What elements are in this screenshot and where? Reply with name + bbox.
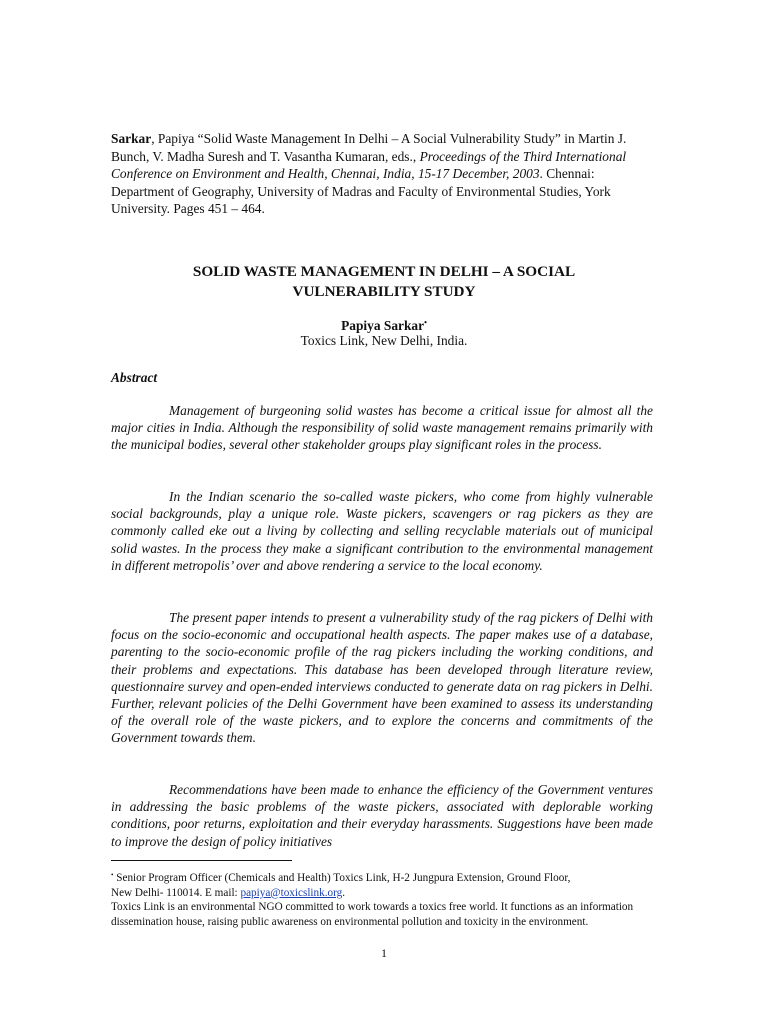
footnote-line-2: New Delhi- 110014. E mail: papiya@toxicslink.org. xyxy=(111,886,346,899)
author-name: Papiya Sarkar• xyxy=(341,318,427,333)
title-line-2: VULNERABILITY STUDY xyxy=(292,283,476,300)
footnote-line-3: Toxics Link is an environmental NGO committed to work towards a toxics free world. It functions as an information dissemination house, raising public awareness on environmental pollution and toxicity in the environment. xyxy=(111,901,634,928)
footnote-divider xyxy=(111,860,292,861)
citation-proceedings: Proceedings of the Third International Conference on Environment and Health, Chennai, India, 15-17 December, 2003 xyxy=(111,148,627,181)
citation xyxy=(111,130,657,218)
footnote-marker: • xyxy=(424,318,427,327)
abstract-heading: Abstract xyxy=(111,370,158,385)
footnote-line-1: • Senior Program Officer (Chemicals and Health) Toxics Link, H-2 Jungpura Extension, Ground Floor, xyxy=(111,871,571,884)
author-affiliation: Toxics Link, New Delhi, India. xyxy=(300,333,468,348)
abstract-paragraph-2: In the Indian scenario the so-called waste pickers, who come from highly vulnerable social backgrounds, play a unique role. Waste pickers, scavengers or rag pickers as they are commonly called eke out a living by collecting and selling recyclable materials out of municipal solid wastes. In the process they make a significant contribution to the environmental management in different metropolis’ over and above rendering a service to the local economy. xyxy=(111,489,653,573)
paper-title xyxy=(111,262,657,302)
footnote xyxy=(111,868,657,929)
abstract-paragraph-1: Management of burgeoning solid wastes has become a critical issue for almost all the major cities in India. Although the responsibility of solid waste management remains primarily with the municipal bodies, several other stakeholder groups play significant roles in the process. xyxy=(111,403,653,453)
abstract-paragraph-3: The present paper intends to present a vulnerability study of the rag pickers of Delhi with focus on the socio-economic and occupational health aspects. The paper makes use of a database, parenting to the socio-economic profile of the rag pickers including the working conditions, and their problems and expectations. This database has been developed through literature review, questionnaire survey and open-ended interviews conducted to generate data on rag pickers in Delhi. Further, relevant policies of the Delhi Government have been examined to assess its understanding of the overall role of the waste pickers, and to explore the concerns and commitments of the Government towards them. xyxy=(111,610,653,746)
page-number: 1 xyxy=(381,946,387,960)
citation-text-1: , Papiya “Solid Waste Management In Delhi – A Social Vulnerability Study” in Martin J. Bunch, V. Madha Suresh and T. Vasantha Kumaran, eds., xyxy=(111,131,627,164)
citation-text-2: . Chennai: Department of Geography, University of Madras and Faculty of Environmental Studies, York University. Pages 451 – 464. xyxy=(111,166,611,216)
abstract-paragraph-4: Recommendations have been made to enhance the efficiency of the Government ventures in addressing the basic problems of the waste pickers, associated with deplorable working conditions, poor returns, exploitation and their everyday harassments. Suggestions have been made to improve the design of policy initiatives xyxy=(111,782,653,849)
citation-author: Sarkar xyxy=(111,131,152,146)
title-line-1: SOLID WASTE MANAGEMENT IN DELHI – A SOCIAL xyxy=(192,263,576,280)
email-link[interactable]: papiya@toxicslink.org xyxy=(240,886,343,899)
